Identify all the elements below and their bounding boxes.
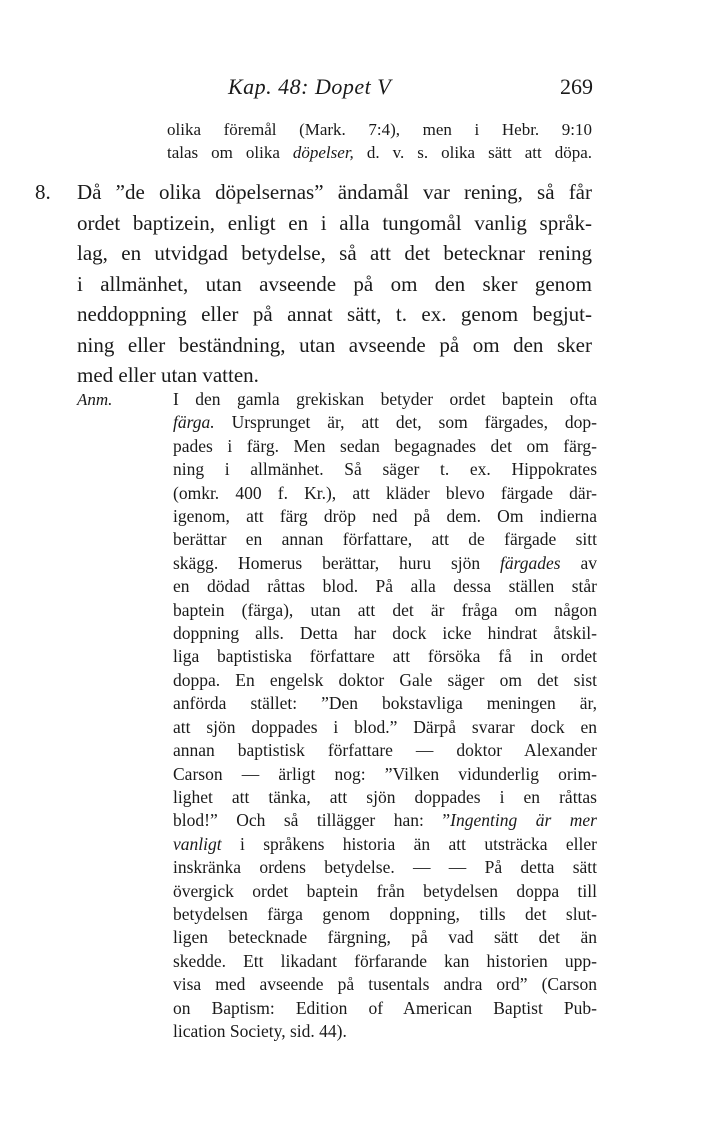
text-line: blod!” Och så tillägger han: ”Ingenting är mer xyxy=(173,810,597,831)
text-line: ligen betecknade färgning, på vad sätt det än xyxy=(173,927,597,948)
page-number: 269 xyxy=(560,74,593,99)
running-head xyxy=(0,74,728,104)
text-line: doppning alls. Detta har dock icke hindrat åtskil- xyxy=(173,623,597,644)
text-line: Då ”de olika döpelsernas” ändamål var rening, så får xyxy=(77,180,592,204)
text-line: betydelsen färga genom doppning, tills det slut- xyxy=(173,903,597,924)
text-line: vanligt i språkens historia än att utsträcka eller xyxy=(173,833,597,854)
text-line: ordet baptizein, enligt en i alla tungomål vanlig språk- xyxy=(77,210,592,235)
annotation-body xyxy=(173,388,597,1043)
text-line: ning i allmänhet. Så säger t. ex. Hippokrates xyxy=(173,459,597,480)
text-line: inskränka ordens betydelse. — — På detta sätt xyxy=(173,857,597,878)
text-line: övergick ordet baptein från betydelsen doppa till xyxy=(173,880,597,901)
text-line: (omkr. 400 f. Kr.), att kläder blevo färgade där- xyxy=(173,482,597,503)
text-line: ning eller beständning, utan avseende på om den sker xyxy=(77,332,592,357)
text-line: en dödad råttas blod. På alla dessa ställen står xyxy=(173,576,597,597)
text-line: olika föremål (Mark. 7:4), men i Hebr. 9:10 xyxy=(167,120,592,139)
text-line: skägg. Homerus berättar, huru sjön färgades av xyxy=(173,552,597,573)
text-line: I den gamla grekiskan betyder ordet baptein ofta xyxy=(173,389,597,409)
continued-paragraph xyxy=(167,118,592,164)
text-line: lighet att tänka, att sjön doppades i en råttas xyxy=(173,786,597,807)
annotation-label: Anm. xyxy=(77,390,113,409)
text-line: liga baptistiska författare att försöka få in ordet xyxy=(173,646,597,667)
text-line: med eller utan vatten. xyxy=(77,363,259,387)
text-line: on Baptism: Edition of American Baptist Pub- xyxy=(173,997,597,1018)
text-line: baptein (färga), utan att det är fråga om någon xyxy=(173,599,597,620)
text-line: anförda stället: ”Den bokstavliga meningen är, xyxy=(173,693,597,714)
text-line: Carson — ärligt nog: ”Vilken vidunderlig orim- xyxy=(173,763,597,784)
text-line: i allmänhet, utan avseende på om den sker genom xyxy=(77,271,592,296)
text-line: talas om olika döpelser, d. v. s. olika sätt att döpa. xyxy=(167,143,592,162)
section-8 xyxy=(35,177,592,391)
text-line: doppa. En engelsk doktor Gale säger om det sist xyxy=(173,669,597,690)
text-line: att sjön doppades i blod.” Därpå svarar dock en xyxy=(173,716,597,737)
text-line: neddoppning eller på annat sätt, t. ex. genom begjut- xyxy=(77,302,592,326)
text-line: lication Society, sid. 44). xyxy=(173,1020,347,1041)
text-line: annan baptistisk författare — doktor Alexander xyxy=(173,740,597,761)
text-line: visa med avseende på tusentals andra ord” (Carson xyxy=(173,974,597,995)
text-line: skedde. Ett likadant förfarande kan historien upp- xyxy=(173,950,597,971)
text-line: lag, en utvidgad betydelse, så att det betecknar rening xyxy=(77,241,592,265)
text-line: berättar en annan författare, att de färgade sitt xyxy=(173,529,597,550)
section-number: 8. xyxy=(35,180,51,204)
text-line: pades i färg. Men sedan begagnades det om färg- xyxy=(173,435,597,456)
chapter-title: Kap. 48: Dopet V xyxy=(228,74,392,99)
text-line: färga. Ursprunget är, att det, som färgades, dop- xyxy=(173,412,597,433)
text-line: igenom, att färg dröp ned på dem. Om indierna xyxy=(173,506,597,527)
